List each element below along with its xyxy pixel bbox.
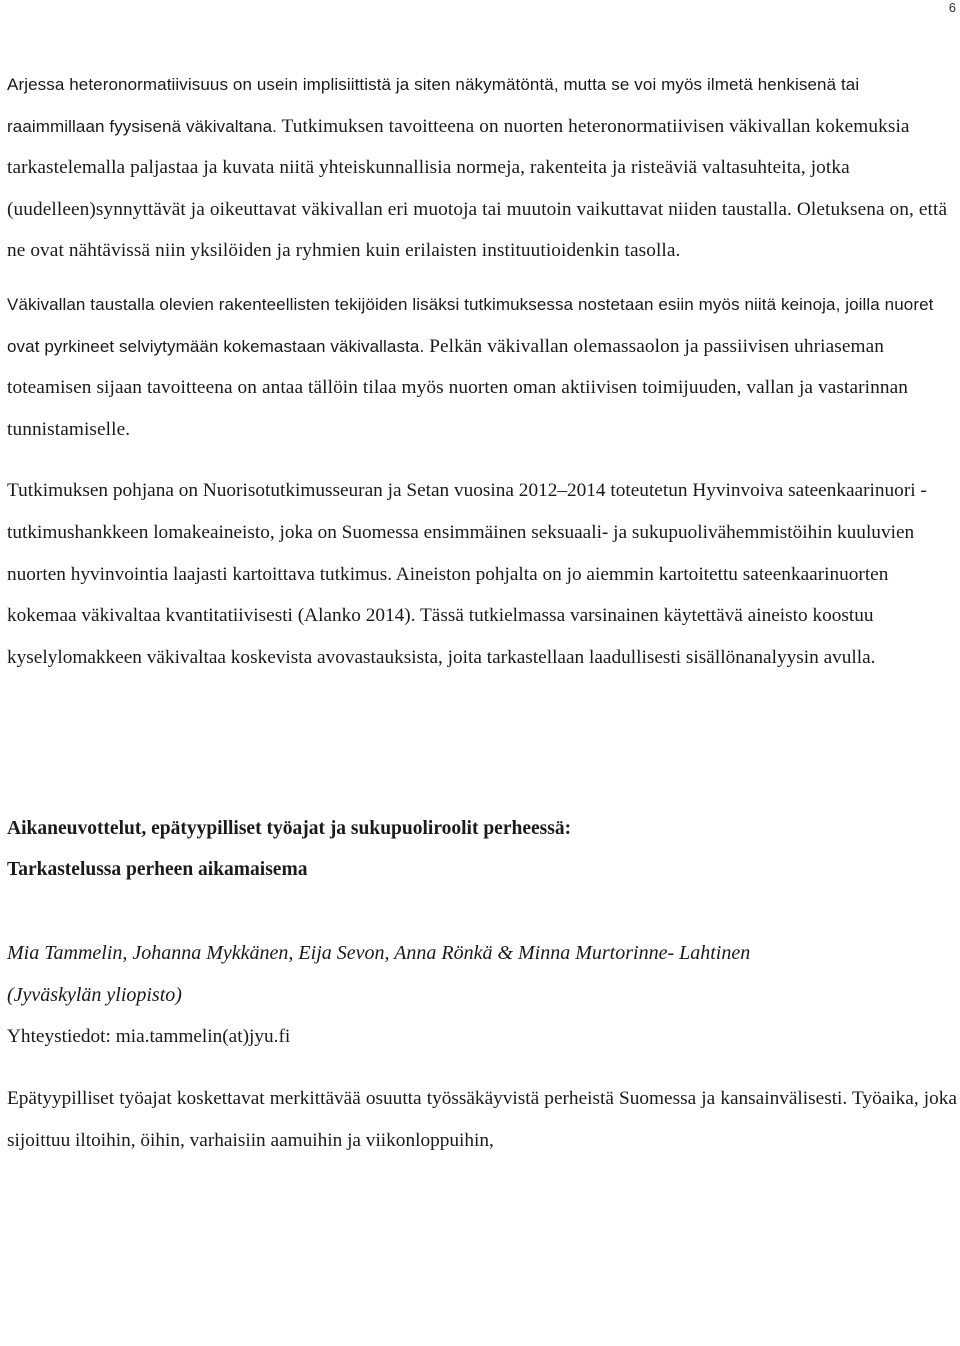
paragraph-research-aim: Tutkimuksen tavoitteena on nuorten heteronormatiivisen väkivallan kokemuksia tarkastelemalla paljastaa ja kuvata niitä yhteiskunnallisia normeja, rakenteita ja risteäviä valtasuhteita, jotka (uudelleen)synnyttävät ja oikeuttavat väkivallan eri muotoja tai muutoin vaikuttavat niiden taustalla. Oletuksena on, että ne ovat nähtävissä niin yksilöiden ja ryhmien kuin erilaisten instituutioidenkin tasolla. [7,115,948,262]
paragraph-heteronormativity [7,64,957,272]
article-abstract: Epätyypilliset työajat koskettavat merkittävää osuutta työssäkäyvistä perheistä Suomessa ja kansainvälisesti. Työaika, joka sijoittuu iltoihin, öihin, varhaisiin aamuihin ja viikonloppuihin, [7,1088,957,1151]
paragraph-structural-factors [7,284,957,450]
article-authors: Mia Tammelin, Johanna Mykkänen, Eija Sevon, Anna Rönkä & Minna Murtorinne- Lahtinen [7,942,751,965]
article-contact: Yhteystiedot: mia.tammelin(at)jyu.fi [7,1026,291,1048]
page-number: 6 [948,0,956,15]
page-content [7,64,957,1162]
article-title-line-1: Aikaneuvottelut, epätyypilliset työajat ja sukupuoliroolit perheessä: [7,818,572,840]
article-title-line-2: Tarkastelussa perheen aikamaisema [7,859,308,881]
paragraph-heteronormativity-sans: Arjessa heteronormatiivisuus on usein implisiittistä ja siten näkymätöntä, mutta se voi myös ilmetä henkisenä tai raaimmillaan fyysisenä väkivaltana. [7,75,860,136]
article-affiliation: (Jyväskylän yliopisto) [7,984,182,1007]
paragraph-agency: Pelkän väkivallan olemassaolon ja passiivisen uhriaseman toteamisen sijaan tavoitteena on antaa tällöin tilaa myös nuorten oman aktiivisen toimijuuden, vallan ja vastarinnan tunnistamiselle. [7,335,908,440]
paragraph-structural-factors-sans: Väkivallan taustalla olevien rakenteellisten tekijöiden lisäksi tutkimuksessa nostetaan esiin myös niitä keinoja, joilla nuoret ovat pyrkineet selviytymään kokemastaan väkivallasta. [7,294,934,356]
paragraph-research-data: Tutkimuksen pohjana on Nuorisotutkimusseuran ja Setan vuosina 2012–2014 toteutetun Hyvinvoiva sateenkaarinuori -tutkimushankkeen lomakeaineisto, joka on Suomessa ensimmäinen seksuaali- ja sukupuolivähemmistöihin kuuluvien nuorten hyvinvointia laajasti kartoittava tutkimus. Aineiston pohjalta on jo aiemmin kartoitettu sateenkaarinuorten kokemaa väkivaltaa kvantitatiivisesti (Alanko 2014). Tässä tutkielmassa varsinainen käytettävä aineisto koostuu kyselylomakkeen väkivaltaa koskevista avovastauksista, joita tarkastellaan laadullisesti sisällönanalyysin avulla. [7,480,927,668]
